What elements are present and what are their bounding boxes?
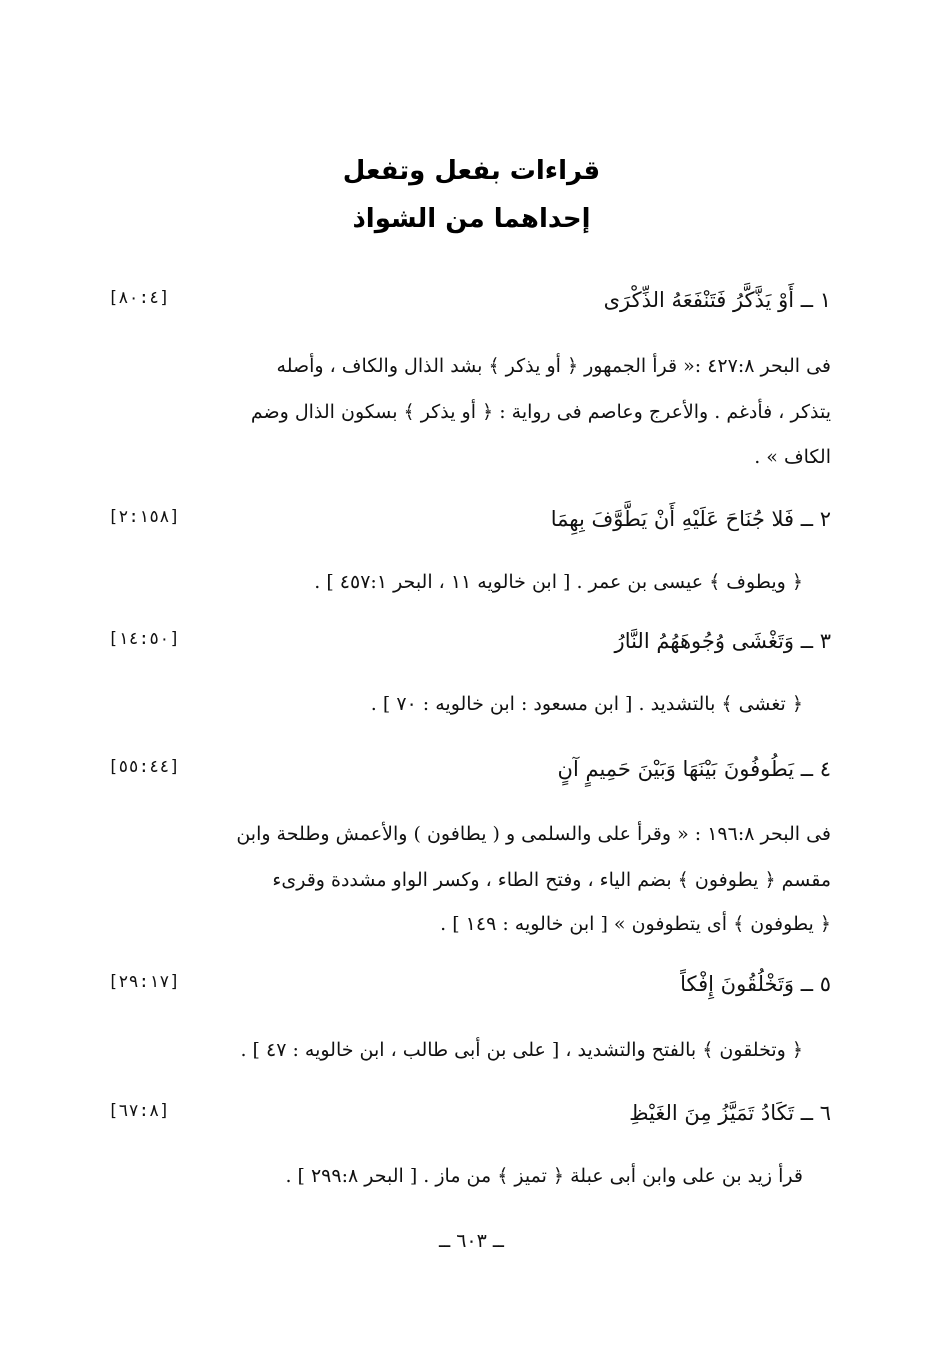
commentary-4-line-1: فى البحر ١٩٦:٨ : « وقرأ على والسلمى و ( يطافون ) والأعمش وطلحة وابن <box>236 823 831 845</box>
page-subtitle: إحداهما من الشواذ <box>352 204 591 234</box>
verse-ref-2: [٢:١٥٨] <box>108 507 180 527</box>
commentary-1-line-3: الكاف » . <box>754 446 831 468</box>
commentary-3-line-1: ﴿ تغشى ﴾ بالتشديد . [ ابن مسعود : ابن خالويه : ٧٠ ] . <box>370 693 803 715</box>
verse-2: ٢ ــ فَلا جُنَاحَ عَلَيْهِ أَنْ يَطَّوَّفَ بِهِمَا <box>550 507 831 531</box>
commentary-5-line-1: ﴿ وتخلقون ﴾ بالفتح والتشديد ، [ على بن أبى طالب ، ابن خالويه : ٤٧ ] . <box>240 1039 803 1061</box>
commentary-1-line-2: يتذكر ، فأدغم . والأعرج وعاصم فى رواية : ﴿ أو يذكر ﴾ بسكون الذال وضم <box>250 401 831 423</box>
verse-ref-5: [٢٩:١٧] <box>108 972 180 992</box>
commentary-2-line-1: ﴿ ويطوف ﴾ عيسى بن عمر . [ ابن خالويه ١١ ، البحر ٤٥٧:١ ] . <box>314 571 803 593</box>
verse-ref-6: [٦٧:٨] <box>108 1101 170 1121</box>
verse-6: ٦ ــ تَكَادُ تَمَيَّزُ مِنَ الغَيْظِ <box>629 1101 831 1125</box>
commentary-6-line-1: قرأ زيد بن على وابن أبى عبلة ﴿ تميز ﴾ من ماز . [ البحر ٢٩٩:٨ ] . <box>285 1165 803 1187</box>
verse-ref-4: [٥٥:٤٤] <box>108 757 180 777</box>
verse-ref-1: [٨٠:٤] <box>108 288 170 308</box>
verse-5: ٥ ــ وَتَخْلُقُونَ إِفْكاً <box>680 972 831 996</box>
commentary-4-line-3: ﴿ يطوفون ﴾ أى يتطوفون » [ ابن خالويه : ١٤٩ ] . <box>440 913 831 935</box>
commentary-1-line-1: فى البحر ٤٢٧:٨ :« قرأ الجمهور ﴿ أو يذكر ﴾ بشد الذال والكاف ، وأصله <box>276 355 831 377</box>
verse-ref-3: [١٤:٥٠] <box>108 629 180 649</box>
verse-1: ١ ــ أَوْ يَذَّكَّرُ فَتَنْفَعَهُ الذِّكْرَى <box>603 288 831 312</box>
commentary-4-line-2: مقسم ﴿ يطوفون ﴾ بضم الياء ، وفتح الطاء ، وكسر الواو مشددة وقرىء <box>272 869 831 891</box>
verse-3: ٣ ــ وَتَغْشَى وُجُوهَهُمُ النَّارُ <box>614 629 831 653</box>
page-number: ــ ٦٠٣ ــ <box>439 1230 504 1252</box>
verse-4: ٤ ــ يَطُوفُونَ بَيْنَهَا وَبَيْنَ حَمِيمٍ آنٍ <box>557 757 831 781</box>
page-title: قراءات بفعل وتفعل <box>342 156 601 186</box>
